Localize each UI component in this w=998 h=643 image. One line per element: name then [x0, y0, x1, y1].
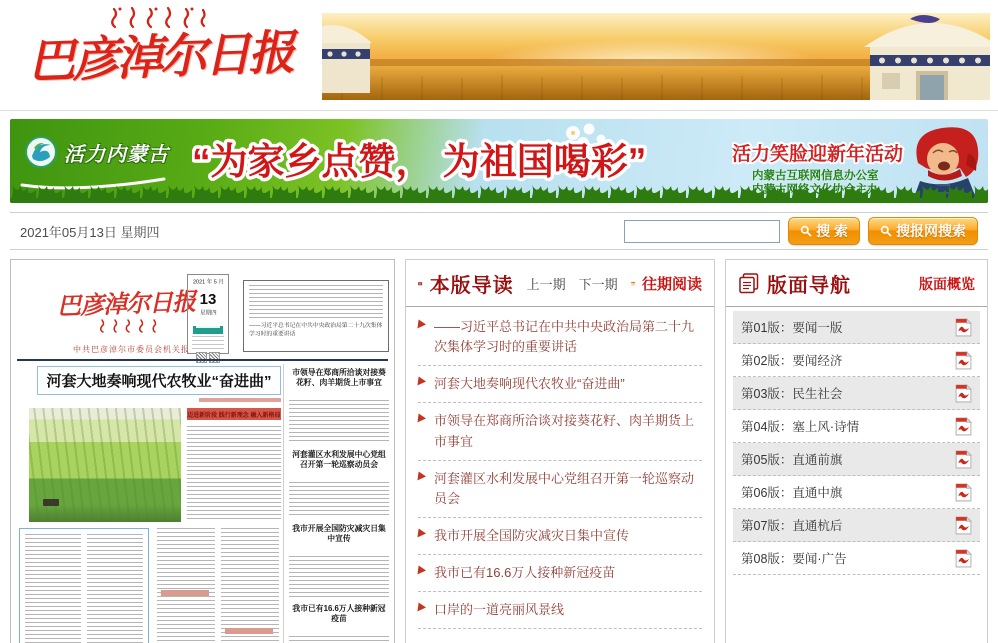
bullet-icon: [417, 603, 426, 613]
next-issue-link[interactable]: 下一期: [578, 277, 618, 292]
guide-title: 本版导读: [429, 275, 514, 297]
side-text-sim: [289, 482, 389, 518]
page-label: 第02版：要闻经济: [741, 354, 843, 368]
side-headline: 我市开展全国防灾减灾日集中宣传: [292, 524, 386, 544]
masthead-title: 巴彦淖尔日报: [27, 25, 294, 90]
article-title: 河套大地奏响现代农牧业“奋进曲”: [434, 376, 625, 392]
page-row[interactable]: [733, 410, 980, 443]
page-nav-panel: [725, 259, 988, 643]
search-button-label: 搜 索: [816, 223, 848, 239]
archive-link[interactable]: 往期阅读: [641, 276, 702, 293]
page-label: 第04版：塞上风·诗情: [741, 420, 860, 434]
prev-issue-link[interactable]: 上一期: [526, 277, 566, 292]
guide-header: [406, 260, 714, 307]
article-item[interactable]: [418, 309, 702, 366]
page-row[interactable]: [733, 344, 980, 377]
header-photo: [322, 13, 990, 100]
front-page-org-line: 中共巴彦淖尔市委员会机关报: [73, 345, 190, 354]
side-headline: 市领导在郑商所洽谈对接葵花籽、肉羊期货上市事宜: [292, 368, 386, 388]
page-label: 第03版：民生社会: [741, 387, 843, 401]
subhead-sim: [161, 590, 209, 596]
page-header: [0, 0, 998, 110]
logo-swirl-icon: [24, 135, 58, 169]
bullet-icon: [417, 319, 426, 329]
page-label: 第01版：要闻一版: [741, 321, 843, 335]
main-content: [0, 250, 998, 643]
pdf-icon[interactable]: [955, 483, 972, 502]
datebox-fineprint: [192, 336, 224, 350]
svg-text:活力笑脸迎新年活动: 活力笑脸迎新年活动: [732, 144, 904, 165]
quote-text-sim: [249, 285, 383, 319]
side-headline: 我市已有16.6万人接种新冠疫苗: [292, 604, 386, 624]
article-title: 市领导在郑商所洽谈对接葵花籽、肉羊期货上市事宜: [434, 413, 695, 449]
article-item[interactable]: [418, 555, 702, 592]
slogan-strip: [187, 408, 281, 420]
page-row[interactable]: [733, 542, 980, 575]
quote-attribution: ——习近平总书记在中共中央政治局第二十九次集体学习时的重要讲话: [249, 322, 383, 337]
page-row[interactable]: [733, 377, 980, 410]
grass-decoration: [10, 185, 988, 203]
promo-banner[interactable]: [10, 119, 988, 203]
article-title: 河套灌区水利发展中心党组召开第一轮巡察动员会: [434, 470, 695, 506]
toolbar: [10, 212, 988, 250]
bullet-icon: [417, 414, 426, 424]
pdf-icon[interactable]: [955, 384, 972, 403]
story-box: [19, 528, 149, 643]
front-page-date-week: 星期四: [199, 309, 217, 316]
article-list: [406, 307, 714, 629]
slogan-strip-text: 迈进新阶段 践行新理念 融入新格局: [187, 411, 281, 419]
front-page-side-column: [289, 368, 389, 643]
article-item[interactable]: [418, 461, 702, 518]
article-item[interactable]: [418, 403, 702, 460]
page-list: [726, 307, 987, 575]
search-button[interactable]: [788, 217, 860, 245]
banner-organizer-line: 内蒙古互联网信息办公室: [752, 170, 879, 182]
search-input[interactable]: [624, 220, 780, 243]
article-item[interactable]: [418, 366, 702, 403]
article-title: ——习近平总书记在中共中央政治局第二十九次集体学习时的重要讲话: [434, 319, 695, 355]
banner-logo-text: 活力内蒙古: [64, 143, 169, 166]
pdf-icon[interactable]: [955, 417, 972, 436]
issue-number-badge: [193, 326, 223, 334]
qr-codes: [190, 352, 226, 363]
pdf-icon[interactable]: [955, 549, 972, 568]
bullet-icon: [417, 377, 426, 387]
page-row[interactable]: [733, 509, 980, 542]
front-page-datebox: [187, 274, 229, 354]
pdf-icon[interactable]: [955, 450, 972, 469]
search-zone: [624, 217, 978, 245]
pdf-icon[interactable]: [955, 516, 972, 535]
front-page-date-day: 13: [199, 291, 217, 308]
byline-sim: [199, 398, 281, 402]
page-label: 第06版：直通中旗: [741, 486, 843, 500]
article-item[interactable]: [418, 518, 702, 555]
subhead-sim: [225, 628, 273, 634]
article-title: 口岸的一道亮丽风景线: [434, 602, 565, 618]
nav-header: [726, 260, 987, 307]
pdf-icon[interactable]: [955, 318, 972, 337]
banner-logo: [24, 135, 169, 169]
tractor: [43, 499, 59, 506]
bullet-icon: [417, 566, 426, 576]
side-headline: 河套灌区水利发展中心党组召开第一轮巡察动员会: [292, 450, 386, 470]
side-text-sim: [289, 636, 389, 643]
article-item[interactable]: [418, 592, 702, 629]
text-column-sim: [157, 528, 215, 643]
nav-icon: [738, 273, 760, 294]
search-icon: [880, 225, 892, 237]
front-page-quote-box: [243, 280, 389, 352]
overview-link[interactable]: 版面概览: [919, 275, 975, 292]
column-divider: [283, 364, 284, 643]
page-row[interactable]: [733, 311, 980, 344]
bullet-icon: [417, 528, 426, 538]
nav-title: 版面导航: [767, 275, 851, 297]
front-page-thumbnail[interactable]: [10, 259, 395, 643]
front-page-date-month: 2021 年 5 月: [192, 279, 224, 286]
page-label: 第08版：要闻·广告: [741, 552, 847, 566]
calendar-icon: [631, 274, 635, 293]
current-date: 2021年05月13日 星期四: [20, 224, 160, 240]
search-icon: [800, 225, 812, 237]
bullet-icon: [417, 471, 426, 481]
story-text-sim: [187, 426, 281, 520]
guide-icon: [418, 274, 423, 294]
front-page-headline: 河套大地奏响现代农牧业“奋进曲”: [37, 366, 281, 395]
reading-guide-panel: [405, 259, 715, 643]
page-row[interactable]: [733, 476, 980, 509]
mongolian-script-icon: [97, 318, 163, 334]
side-text-sim: [289, 556, 389, 598]
pdf-icon[interactable]: [955, 351, 972, 370]
site-search-button-label: 搜报网搜索: [896, 223, 966, 239]
masthead-rule: [17, 359, 388, 361]
article-title: 我市已有16.6万人接种新冠疫苗: [434, 565, 616, 581]
svg-text:“为家乡点赞， 为祖国喝彩”: “为家乡点赞， 为祖国喝彩”: [192, 141, 647, 182]
side-text-sim: [289, 400, 389, 444]
field-photo: [29, 408, 181, 522]
page-label: 第07版：直通杭后: [741, 519, 843, 533]
page-label: 第05版：直通前旗: [741, 453, 843, 467]
masthead-logo[interactable]: [18, 2, 318, 108]
article-title: 我市开展全国防灾减灾日集中宣传: [434, 527, 630, 543]
text-column-sim: [221, 528, 279, 643]
banner-slogan: [192, 131, 737, 189]
front-page-masthead: 巴彦淖尔日报: [56, 286, 196, 321]
page-row[interactable]: [733, 443, 980, 476]
site-search-button[interactable]: [868, 217, 978, 245]
